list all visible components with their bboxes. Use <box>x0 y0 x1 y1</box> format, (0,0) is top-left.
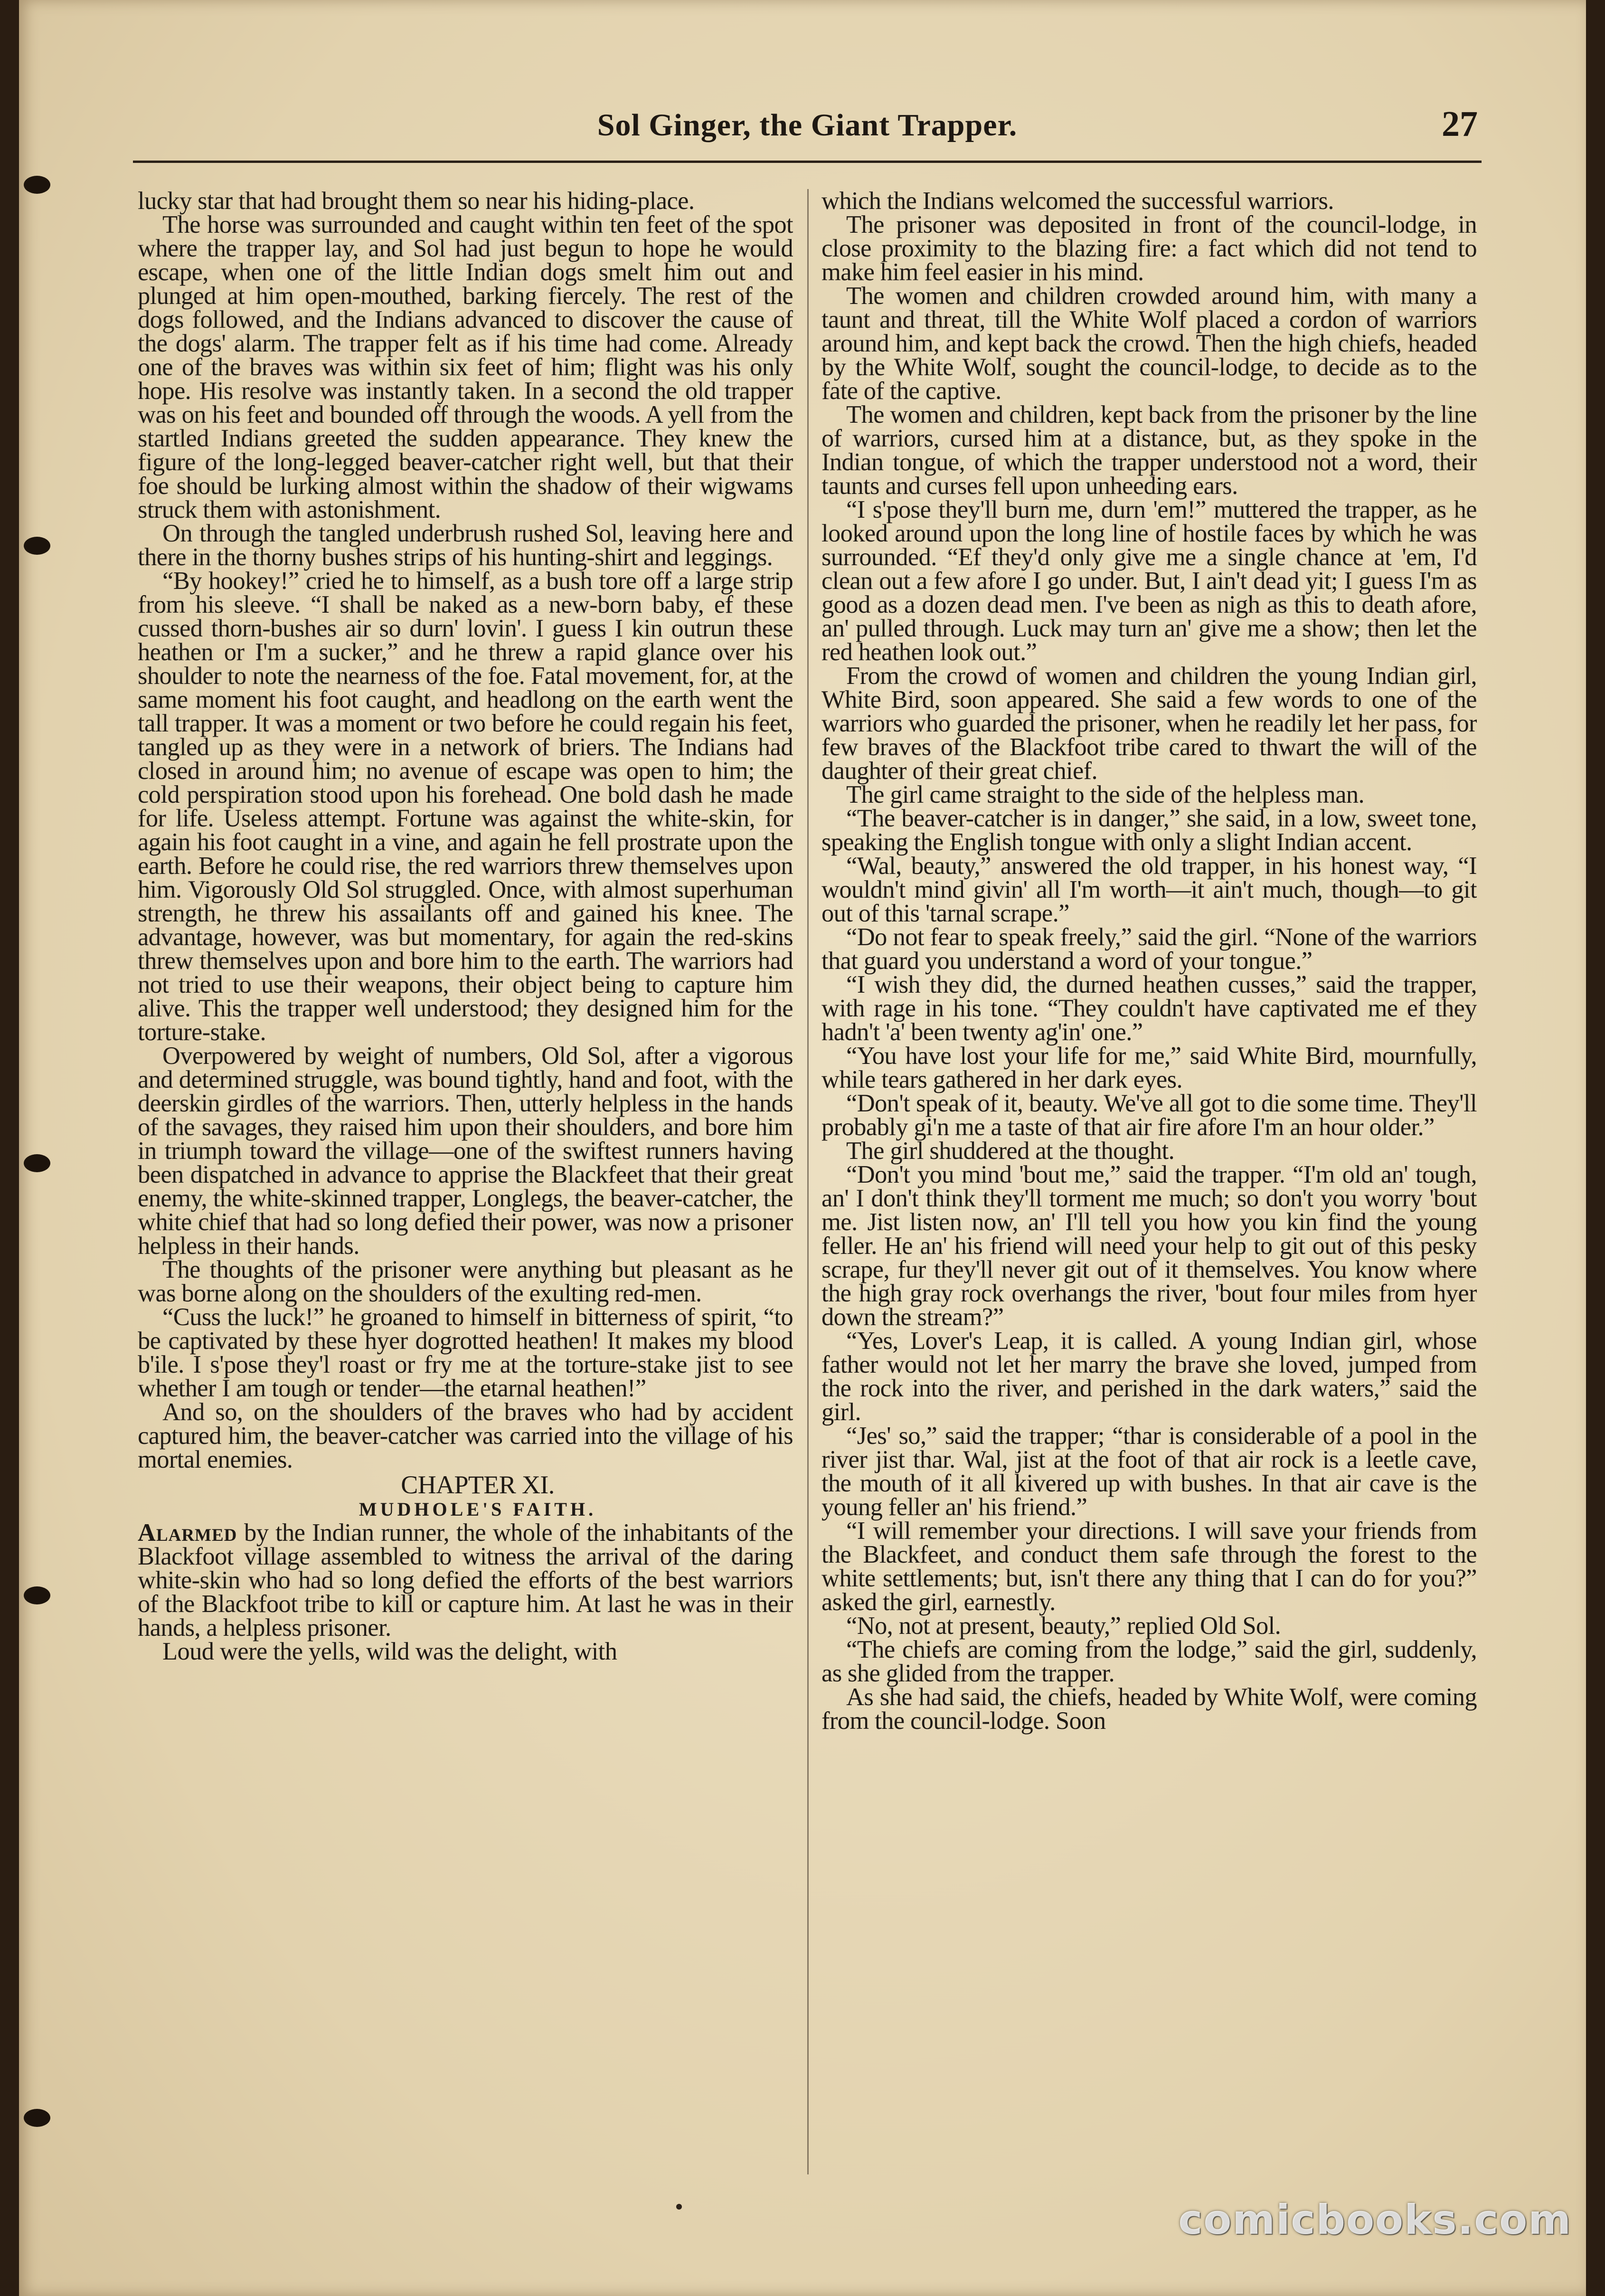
paragraph: The girl came straight to the side of the helpless man. <box>846 781 1365 808</box>
chapter-opening-text: by the Indian runner, the whole of the inhabitants of the Blackfoot village assembled to witness the arrival of the daring white-skin who had so long defied the efforts of the best warriors of the Blackfoot tribe to kill or capture him. At last he was in their hands, a helpless prisoner. <box>138 1519 793 1641</box>
paragraph: Overpowered by weight of numbers, Old Sol, after a vigorous and determined struggle, was bound tightly, hand and foot, with the deerskin girdles of the warriors. Then, utterly helpless in the hands of the savages, they raised him upon their shoulders, and bore him in triumph toward the village—one of the swiftest runners having been dispatched in advance to apprise the Blackfeet that their great enemy, the white-skinned trapper, Longlegs, the beaver-catcher, the white chief that had so long defied their power, was now a prisoner helpless in their hands. <box>138 1042 793 1260</box>
paragraph: And so, on the shoulders of the braves who had by accident captured him, the beaver-catcher was carried into the village of his mortal enemies. <box>138 1398 793 1473</box>
running-title: Sol Ginger, the Giant Trapper. <box>597 108 1018 142</box>
paragraph: The women and children, kept back from the prisoner by the line of warriors, cursed him at a distance, but, as they spoke in the Indian tongue, of which the trapper understood not a word, their taunts and curses fell upon unheeding ears. <box>821 401 1477 500</box>
paragraph: “Yes, Lover's Leap, it is called. A young Indian girl, whose father would not let her marry the brave she loved, jumped from the rock into the river, and perished in the dark waters,” said the girl. <box>821 1327 1477 1426</box>
page-number: 27 <box>1442 104 1478 144</box>
column-divider <box>807 189 809 2174</box>
paragraph: “I wish they did, the durned heathen cusses,” said the trapper, with rage in his tone. “They couldn't have captivated me ef they hadn't 'a' been twenty ag'in' one.” <box>821 971 1477 1046</box>
binding-hole <box>24 537 50 555</box>
paragraph: lucky star that had brought them so near his hiding-place. <box>138 189 695 215</box>
paragraph: “No, not at present, beauty,” replied Old Sol. <box>846 1612 1281 1640</box>
paragraph: The girl shuddered at the thought. <box>846 1137 1175 1165</box>
chapter-title: MUDHOLE'S FAITH. <box>359 1499 597 1520</box>
binding-hole <box>24 2109 50 2127</box>
paragraph: “Wal, beauty,” answered the old trapper, in his honest way, “I wouldn't mind givin' all I'm worth—it ain't much, though—to git out of this 'tarnal scrape.” <box>821 852 1477 927</box>
paragraph: “Don't you mind 'bout me,” said the trapper. “I'm old an' tough, an' I don't think they'll torment me much; so don't you worry 'bout me. Jist listen now, an' I'll tell you how you kin find the young feller. He an' his friend will need your help to git out of this pesky scrape, fur they'll never git out of it themselves. You know where the high gray rock overhangs the river, 'bout four miles from hyer down the stream?” <box>821 1161 1477 1331</box>
paragraph: “By hookey!” cried he to himself, as a bush tore off a large strip from his sleeve. “I shall be naked as a new-born baby, ef these cussed thorn-bushes air so durn' lovin'. I guess I kin outrun these heathen or I'm a sucker,” and he threw a rapid glance over his shoulder to note the nearness of the foe. Fatal movement, for, at the same moment his foot caught, and headlong on the earth went the tall trapper. It was a moment or two before he could regain his feet, tangled up as they were in a network of briers. The Indians had closed in around him; no avenue of escape was open to him; the cold perspiration stood upon his forehead. One bold dash he made for life. Useless attempt. Fortune was against the white-skin, for again his foot caught in a vine, and again he fell prostrate upon the earth. Before he could rise, the red warriors threw themselves upon him. Vigorously Old Sol struggled. Once, with almost superhuman strength, he threw his assailants off and gained his knee. The advantage, however, was but momentary, for again the red-skins threw themselves upon and bore him to the earth. The warriors had not tried to use their weapons, their object being to capture him alive. This the trapper well understood; they designed him for the torture-stake. <box>138 567 793 1046</box>
paragraph: On through the tangled underbrush rushed Sol, leaving here and there in the thorny bushes strips of his hunting-shirt and leggings. <box>138 520 793 571</box>
paragraph: “Don't speak of it, beauty. We've all got to die some time. They'll probably gi'n me a taste of that air fire afore I'm an hour older.” <box>821 1090 1477 1141</box>
paragraph: “Jes' so,” said the trapper; “thar is considerable of a pool in the river jist thar. Wal, jist at the foot of that air rock is a leetle cave, the mouth of it all kivered up with bushes. In that air cave is the young feller an' his friend.” <box>821 1422 1477 1521</box>
paragraph: “You have lost your life for me,” said White Bird, mournfully, while tears gathered in her dark eyes. <box>821 1042 1477 1093</box>
right-column <box>821 189 1477 2174</box>
paragraph: “The beaver-catcher is in danger,” she said, in a low, sweet tone, speaking the English tongue with only a slight Indian accent. <box>821 805 1477 856</box>
paragraph: “I s'pose they'll burn me, durn 'em!” muttered the trapper, as he looked around upon the long line of hostile faces by which he was surrounded. “Ef they'd only give me a single chance at 'em, I'd clean out a few afore I go under. But, I ain't dead yit; I guess I'm as good as a dozen dead men. I've been as nigh as this to death afore, an' pulled through. Luck may turn an' give me a show; then let the red heathen look out.” <box>821 496 1477 666</box>
chapter-opening-paragraph <box>138 1521 793 1640</box>
paragraph: As she had said, the chiefs, headed by White Wolf, were coming from the council-lodge. Soon <box>821 1683 1477 1735</box>
paragraph: “Cuss the luck!” he groaned to himself in bitterness of spirit, “to be captivated by these hyer dogrotted heathen! It makes my blood b'ile. I s'pose they'l roast or fry me at the torture-stake jist to see whether I am tough or tender—the etarnal heathen!” <box>138 1303 793 1402</box>
chapter-heading: CHAPTER XI. <box>401 1471 555 1499</box>
paragraph: The women and children crowded around him, with many a taunt and threat, till the White Wolf placed a cordon of warriors around him, and kept back the crowd. Then the high chiefs, headed by the White Wolf, sought the council-lodge, to decide as to the fate of the captive. <box>821 282 1477 405</box>
paragraph: Loud were the yells, wild was the delight, with <box>162 1638 617 1665</box>
binding-hole <box>24 1154 50 1172</box>
paragraph: “The chiefs are coming from the lodge,” said the girl, suddenly, as she glided from the trapper. <box>821 1636 1477 1687</box>
paragraph: “I will remember your directions. I will save your friends from the Blackfeet, and conduct them safe through the forest to the white settlements; but, isn't there any thing that I can do for you?” asked the girl, earnestly. <box>821 1517 1477 1616</box>
paragraph: From the crowd of women and children the young Indian girl, White Bird, soon appeared. She said a few words to one of the warriors who guarded the prisoner, when he readily let her pass, for few braves of the Blackfoot tribe cared to thwart the will of the daughter of their great chief. <box>821 662 1477 785</box>
paragraph: which the Indians welcomed the successful warriors. <box>821 189 1334 215</box>
paragraph: “Do not fear to speak freely,” said the girl. “None of the warriors that guard you understand a word of your tongue.” <box>821 923 1477 975</box>
binding-hole <box>24 1586 50 1604</box>
binding-hole <box>24 176 50 194</box>
paragraph: The prisoner was deposited in front of the council-lodge, in close proximity to the blazing fire: a fact which did not tend to make him feel easier in his mind. <box>821 211 1477 286</box>
left-column <box>138 189 793 2174</box>
printer-mark <box>676 2204 682 2210</box>
page-header <box>133 99 1482 163</box>
chapter-lead-word: Alarmed <box>138 1519 237 1546</box>
paragraph: The thoughts of the prisoner were anything but pleasant as he was borne along on the shoulders of the exulting red-men. <box>138 1256 793 1307</box>
paragraph: The horse was surrounded and caught within ten feet of the spot where the trapper lay, and Sol had just begun to hope he would escape, when one of the little Indian dogs smelt him out and plunged at him open-mouthed, barking fiercely. The rest of the dogs followed, and the Indians advanced to discover the cause of the dogs' alarm. The trapper felt as if his time had come. Already one of the braves was within six feet of him; flight was his only hope. His resolve was instantly taken. In a second the old trapper was on his feet and bounded off through the woods. A yell from the startled Indians greeted the sudden appearance. They knew the figure of the long-legged beaver-catcher right well, but that their foe should be lurking almost within the shadow of their wigwams struck them with astonishment. <box>138 211 793 523</box>
watermark: comicbooks.com <box>1178 2196 1572 2244</box>
